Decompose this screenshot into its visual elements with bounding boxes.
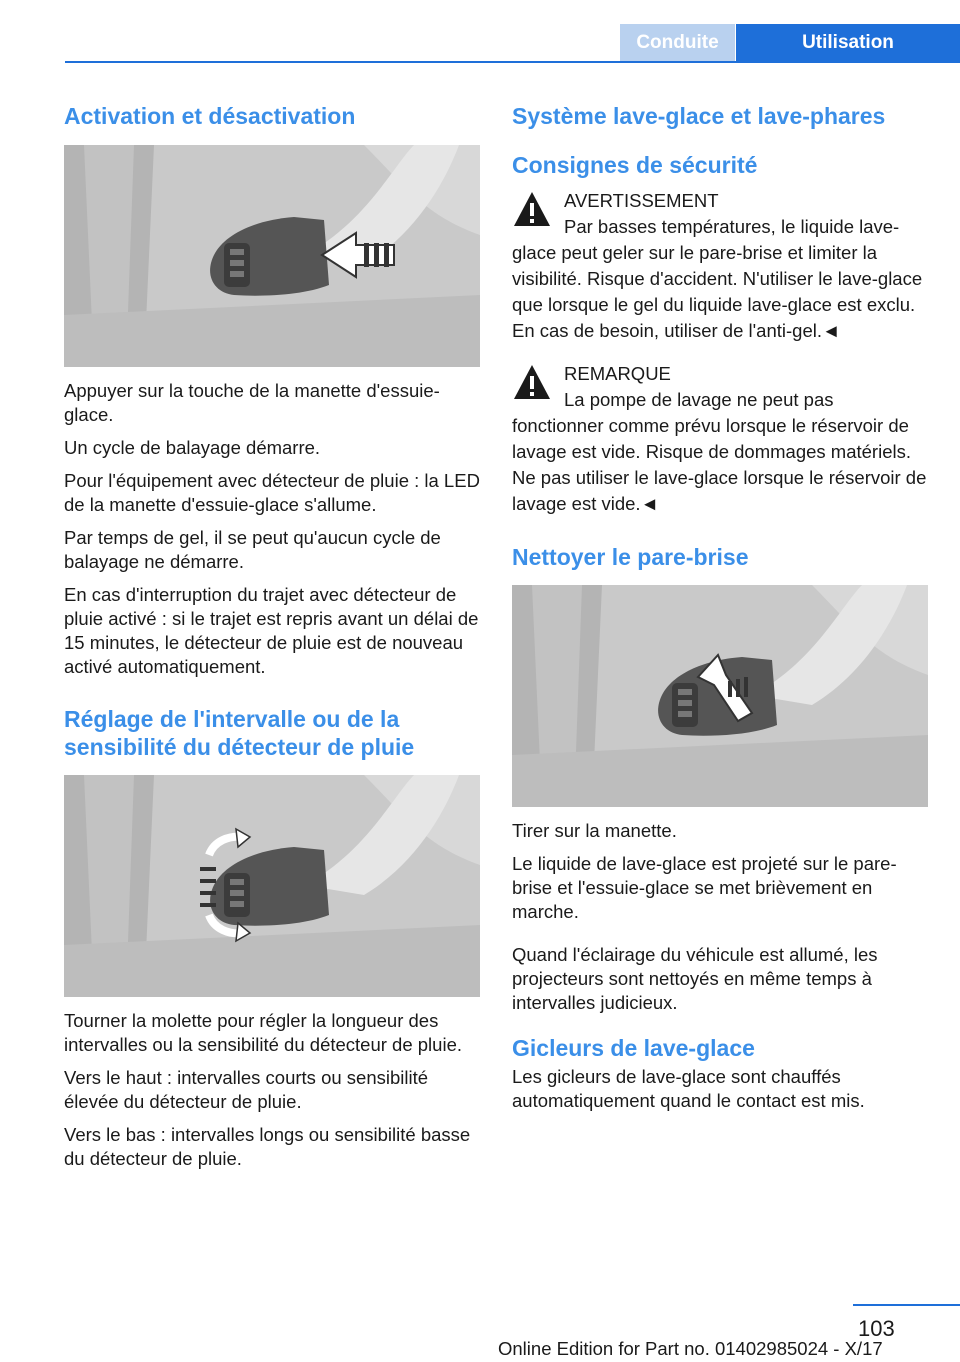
warning-block-avertissement xyxy=(512,188,930,344)
warning-block-remarque xyxy=(512,361,930,517)
para-fluid-sprayed: Le liquide de lave-glace est projeté sur le pare-brise et l'essuie-glace se met brièvement en marche. xyxy=(512,853,897,922)
page-number: 103 xyxy=(858,1316,895,1341)
figure-wiper-stalk-press xyxy=(64,145,480,367)
figure-wiper-stalk-rotate xyxy=(64,775,480,997)
wiper-stalk-rotate-illustration xyxy=(64,775,480,997)
heading-reglage: Réglage de l'intervalle ou de la sensibilité du détecteur de pluie xyxy=(64,706,415,760)
para-cycle-starts: Un cycle de balayage démarre. xyxy=(64,437,321,458)
header-rule xyxy=(65,61,960,63)
heading-systeme: Système lave-glace et lave-phares xyxy=(512,103,886,129)
para-rain-sensor-led: Pour l'équipement avec détecteur de pluie : la LED de la manette d'essuie-glace s'allume. xyxy=(64,470,480,515)
figure-wiper-stalk-pull xyxy=(512,585,928,807)
para-heated-nozzles: Les gicleurs de lave-glace sont chauffés automatiquement quand le contact est mis. xyxy=(512,1066,865,1111)
para-interruption: En cas d'interruption du trajet avec détecteur de pluie activé : si le trajet est repris avant un délai de 15 minutes, le détecteur de pluie est de nouveau activé automatiquement. xyxy=(64,584,479,677)
para-press-button: Appuyer sur la touche de la manette d'essuie-glace. xyxy=(64,380,440,425)
heading-nettoyer: Nettoyer le pare-brise xyxy=(512,544,749,570)
page-number-rule xyxy=(853,1304,960,1306)
tab-conduite[interactable]: Conduite xyxy=(620,24,735,62)
heading-consignes: Consignes de sécurité xyxy=(512,152,758,178)
notice-label: REMARQUE xyxy=(564,363,671,384)
heading-activation: Activation et désactivation xyxy=(64,103,356,129)
wiper-stalk-press-illustration xyxy=(64,145,480,367)
heading-gicleurs: Gicleurs de lave-glace xyxy=(512,1035,755,1061)
para-up: Vers le haut : intervalles courts ou sensibilité élevée du détecteur de pluie. xyxy=(64,1067,429,1112)
para-turn-wheel: Tourner la molette pour régler la longueur des intervalles ou la sensibilité du détecteur de pluie. xyxy=(64,1010,462,1055)
footer-edition: Online Edition for Part no. 01402985024 - X/17 xyxy=(498,1338,883,1359)
wiper-stalk-pull-illustration xyxy=(512,585,928,807)
notice-text: La pompe de lavage ne peut pas fonctionner comme prévu lorsque le réservoir de lavage est vide. Risque de dommages matériels. Ne pas utiliser le lave-glace lorsque le réservoir de lavage est vide.◄ xyxy=(512,389,927,514)
warning-text: Par basses températures, le liquide lave-glace peut geler sur le pare-brise et limiter la visibilité. Risque d'accident. N'utiliser le lave-glace que lorsque le gel du liquide lave-glace est exclu. En cas de besoin, utiliser de l'anti-gel.◄ xyxy=(512,216,923,341)
tab-utilisation[interactable]: Utilisation xyxy=(736,24,960,62)
right-column xyxy=(512,100,930,1113)
para-down: Vers le bas : intervalles longs ou sensibilité basse du détecteur de pluie. xyxy=(64,1124,471,1169)
para-pull-stalk: Tirer sur la manette. xyxy=(512,820,677,841)
notice-icon xyxy=(512,363,552,401)
warning-label: AVERTISSEMENT xyxy=(564,190,719,211)
warning-icon xyxy=(512,190,552,228)
para-frost: Par temps de gel, il se peut qu'aucun cycle de balayage ne démarre. xyxy=(64,527,441,572)
para-headlights: Quand l'éclairage du véhicule est allumé, les projecteurs sont nettoyés en même temps à intervalles judicieux. xyxy=(512,944,878,1013)
left-column xyxy=(64,100,482,1171)
